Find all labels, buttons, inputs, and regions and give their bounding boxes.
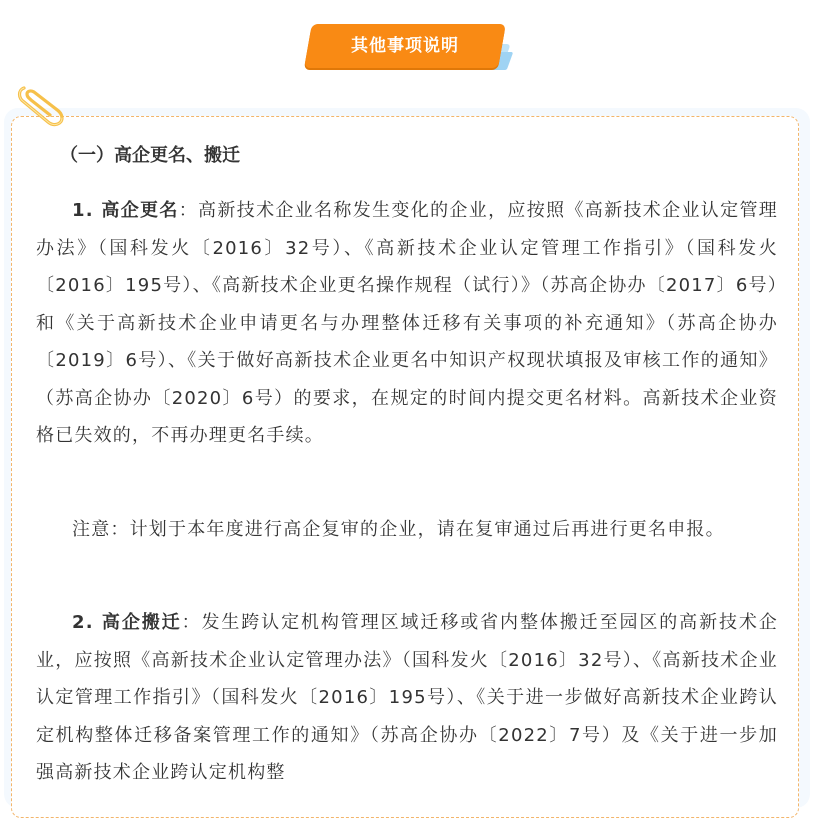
paragraph-body: ：高新技术企业名称发生变化的企业，应按照《高新技术企业认定管理办法》（国科发火〔2016〕32号）、《高新技术企业认定管理工作指引》（国科发火〔2016〕195号）、《高新技术企业更名操作规程（试行）》（苏高企协办〔2017〕6号）和《关于高新技术企业申请更名与办理整体迁移有关事项的补充通知》（苏高企协办〔2019〕6号）、《关于做好高新技术企业更名中知识产权现状填报及审核工作的通知》（苏高企协办〔2020〕6号）的要求，在规定的时间内提交更名材料。高新技术企业资格已失效的，不再办理更名手续。	[36, 200, 779, 446]
paragraph-rename	[36, 192, 778, 455]
paragraph-note	[36, 511, 778, 549]
paragraph-body: ：发生跨认定机构管理区域迁移或省内整体搬迁至园区的高新技术企业，应按照《高新技术企业认定管理办法》（国科发火〔2016〕32号）、《高新技术企业认定管理工作指引》（国科发火〔2016〕195号）、《关于进一步做好高新技术企业跨认定机构整体迁移备案管理工作的通知》（苏高企协办〔2022〕7号）及《关于进一步加强高新技术企业跨认定机构整	[36, 612, 779, 783]
paragraph-lead: 2. 高企搬迁	[72, 612, 182, 633]
banner-title: 其他事项说明	[351, 36, 459, 56]
paragraph-body: 注意：计划于本年度进行高企复审的企业，请在复审通过后再进行更名申报。	[72, 519, 725, 540]
paragraph-lead: 1. 高企更名	[72, 200, 179, 221]
section-heading: （一）高企更名、搬迁	[60, 145, 240, 166]
paragraph-relocation	[36, 604, 778, 792]
section-banner	[300, 22, 512, 74]
paperclip-icon	[14, 82, 68, 130]
